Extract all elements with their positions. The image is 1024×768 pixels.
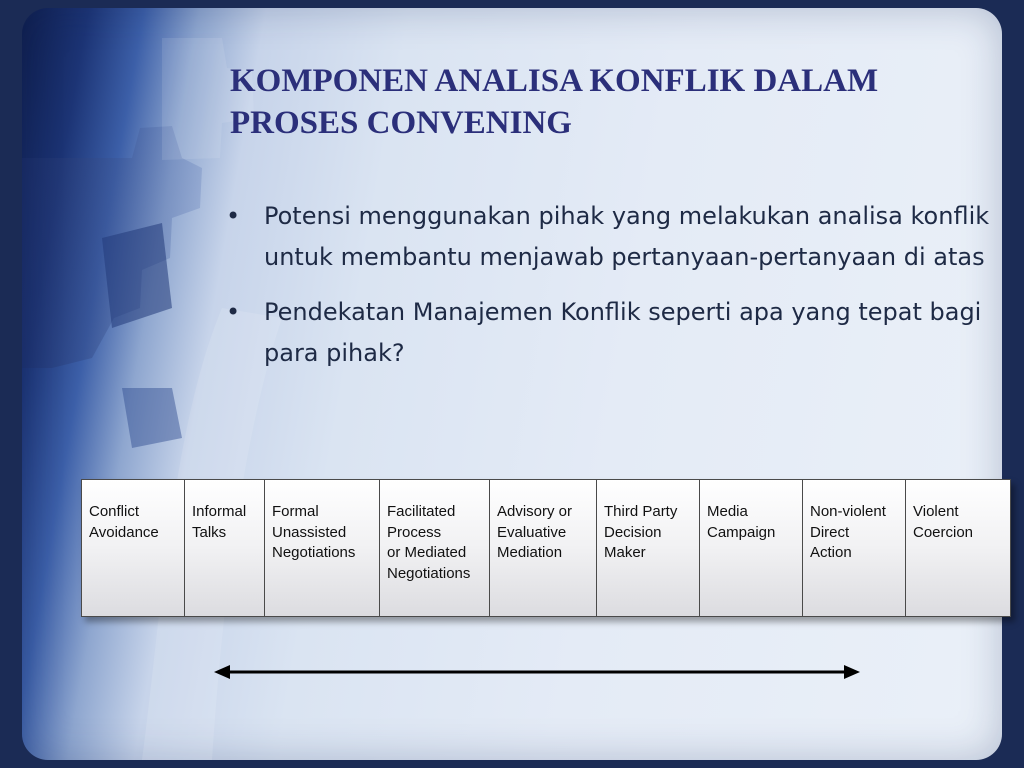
double-arrow-icon xyxy=(214,660,860,684)
bullet-list xyxy=(226,196,996,388)
gear-tooth xyxy=(122,388,182,448)
spectrum-cell-violent-coercion: Violent Coercion xyxy=(913,503,974,541)
conflict-spectrum-table xyxy=(81,479,1011,617)
bullet-item xyxy=(226,292,996,374)
bullet-marker: • xyxy=(226,202,241,230)
spectrum-cell-conflict-avoidance: Conflict Avoidance xyxy=(82,480,185,616)
spectrum-cell-facilitated-process: Facilitated Process or Mediated Negotiations xyxy=(380,480,490,616)
bullet-text: Pendekatan Manajemen Konflik seperti apa yang tepat bagi para pihak? xyxy=(264,298,982,367)
slide-title: KOMPONEN ANALISA KONFLIK DALAM PROSES CONVENING xyxy=(230,63,879,141)
bullet-text: Potensi menggunakan pihak yang melakukan analisa konflik untuk membantu menjawab pertanyaan-pertanyaan di atas xyxy=(264,202,990,271)
spectrum-cell-non-violent-action: Non-violent Direct Action xyxy=(803,480,906,616)
spectrum-cell-media-campaign: Media Campaign xyxy=(700,480,803,616)
gear-tooth xyxy=(102,223,172,328)
bullet-marker: • xyxy=(226,298,241,326)
spectrum-cell-informal-talks: Informal Talks xyxy=(185,480,265,616)
spectrum-cell-third-party-decision: Third Party Decision Maker xyxy=(597,480,700,616)
spectrum-cell-formal-negotiations: Formal Unassisted Negotiations xyxy=(265,480,380,616)
spectrum-cell-advisory-mediation: Advisory or Evaluative Mediation xyxy=(490,480,597,616)
bullet-item xyxy=(226,196,996,278)
